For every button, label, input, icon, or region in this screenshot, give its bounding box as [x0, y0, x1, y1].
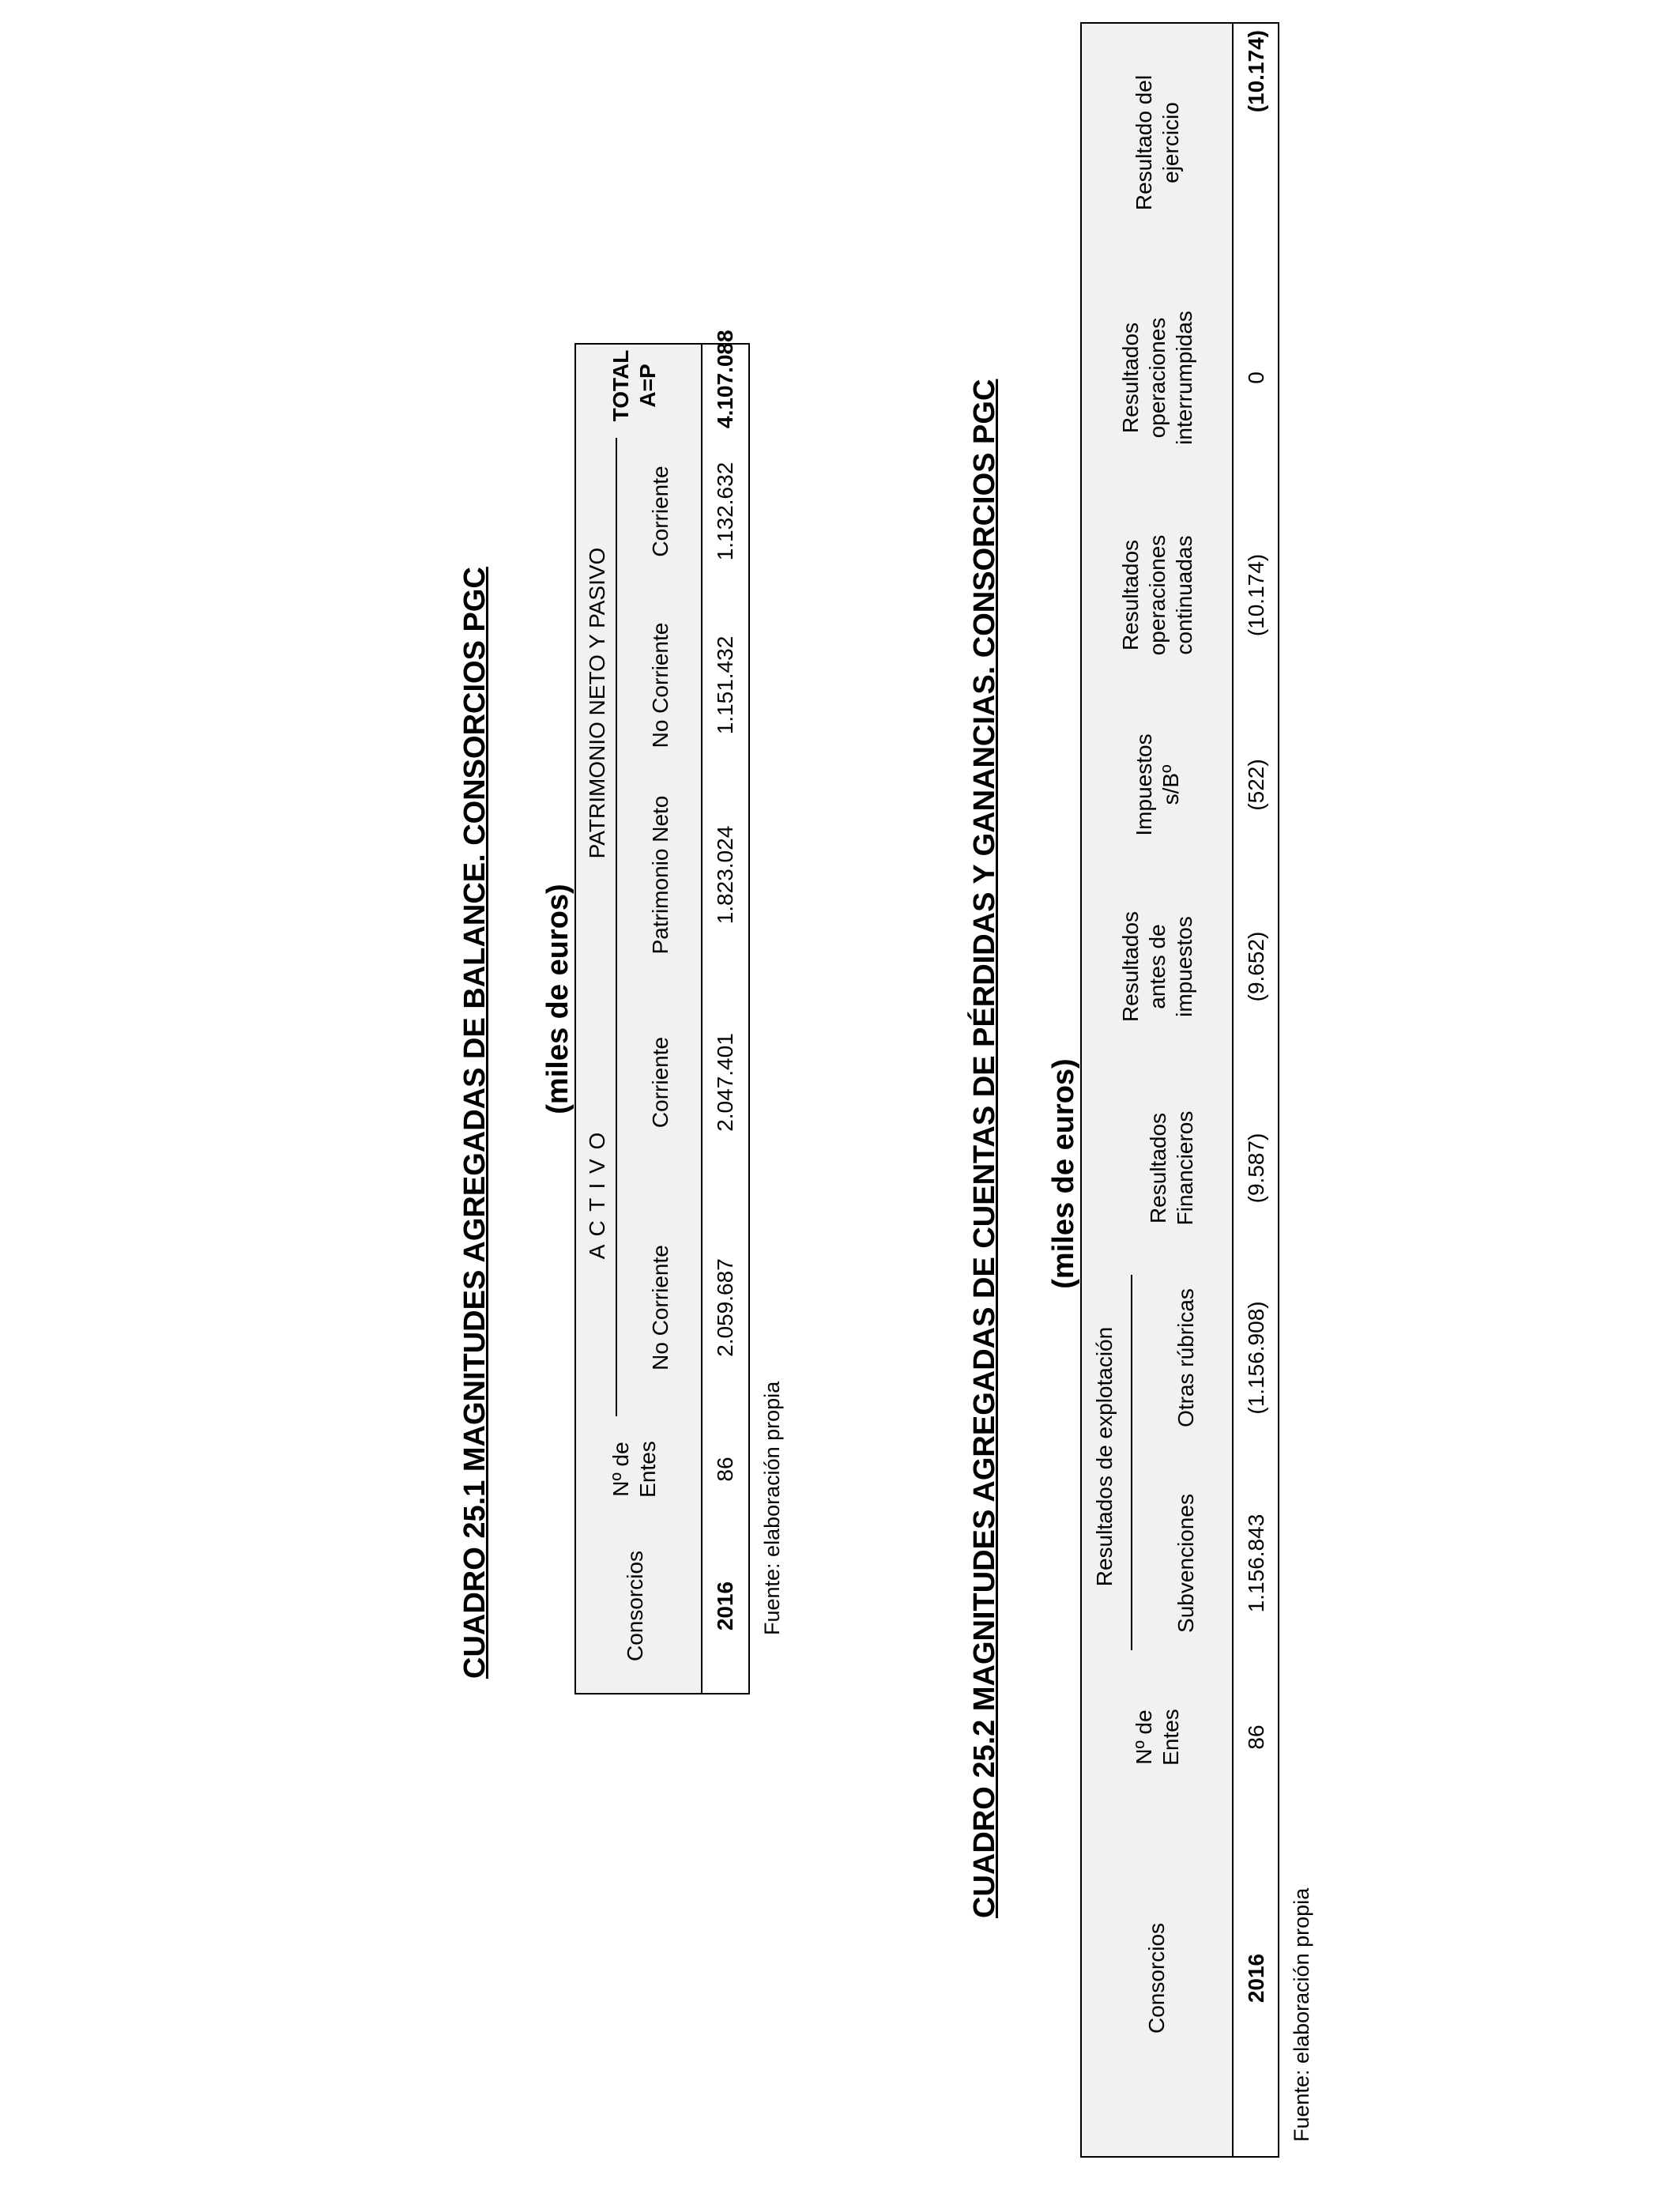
- table2-header-explotacion: Resultados de explotación: [1092, 1326, 1117, 1587]
- table1-source: Fuente: elaboración propia: [760, 1381, 784, 1635]
- table1-block: [458, 288, 814, 1710]
- table1-cell-patrimonio-neto: 1.823.024: [713, 825, 737, 925]
- table1-header-total: TOTAL A=P: [608, 349, 660, 422]
- table1-header-activo: A C T I V O: [585, 1130, 609, 1260]
- table2-header-n-entes: Nº de Entes: [1132, 1709, 1183, 1766]
- table2-header-resultado-ejercicio: Resultado del ejercicio: [1132, 74, 1183, 211]
- table2-block: [968, 30, 1339, 2173]
- table2-header-op-interrumpidas: Resultados operaciones interrumpidas: [1118, 311, 1196, 445]
- table1-row-divider: [701, 345, 703, 1693]
- table2-cell-antes-impuestos: (9.652): [1244, 931, 1268, 1002]
- table1-units: (miles de euros): [541, 884, 574, 1114]
- table2-cell-subvenciones: 1.156.843: [1244, 1514, 1268, 1613]
- table1-header-pnp: PATRIMONIO NETO Y PASIVO: [585, 547, 609, 859]
- table1-header-patrimonio-neto: Patrimonio Neto: [648, 795, 672, 955]
- table1-header-activo-no-corriente: No Corriente: [648, 1245, 672, 1370]
- table1-pnp-underline: [616, 438, 617, 967]
- table2-cell-financieros: (9.587): [1244, 1133, 1268, 1204]
- table2-title: CUADRO 25.2 MAGNITUDES AGREGADAS DE CUENTAS DE PÉRDIDAS Y GANANCIAS. CONSORCIOS PGC: [968, 379, 1001, 1918]
- table1-cell-activo-corriente: 2.047.401: [713, 1033, 737, 1132]
- table2-cell-otras-rubricas: (1.156.908): [1244, 1301, 1268, 1415]
- table1-header-consorcios: Consorcios: [623, 1550, 647, 1662]
- table1-header-n-entes: Nº de Entes: [608, 1441, 660, 1498]
- table2-cell-impuestos: (522): [1244, 759, 1268, 811]
- table2-cell-n-entes: 86: [1244, 1725, 1268, 1750]
- table2-header-op-continuadas: Resultados operaciones continuadas: [1118, 534, 1196, 656]
- table2-header-otras-rubricas: Otras rúbricas: [1173, 1288, 1198, 1427]
- table2: [1080, 22, 1279, 2158]
- table1-cell-year: 2016: [713, 1581, 737, 1631]
- table1-cell-pasivo-corriente: 1.132.632: [713, 462, 737, 561]
- table2-cell-op-interrumpidas: 0: [1244, 371, 1268, 384]
- table1-cell-pasivo-no-corriente: 1.151.432: [713, 635, 737, 735]
- table2-source: Fuente: elaboración propia: [1290, 1887, 1313, 2142]
- table1-cell-activo-no-corriente: 2.059.687: [713, 1258, 737, 1357]
- table2-header-impuestos: Impuestos s/Bº: [1132, 733, 1183, 836]
- table2-units: (miles de euros): [1047, 1058, 1080, 1289]
- table2-cell-op-continuadas: (10.174): [1244, 553, 1268, 637]
- table2-cell-year: 2016: [1244, 1953, 1268, 2004]
- table2-row-divider: [1232, 24, 1234, 2156]
- table2-header-consorcios: Consorcios: [1144, 1922, 1169, 2034]
- table1-header-pasivo-no-corriente: No Corriente: [648, 622, 672, 748]
- table1-activo-underline: [616, 967, 617, 1416]
- table2-header-subvenciones: Subvenciones: [1173, 1494, 1198, 1633]
- table1-header-activo-corriente: Corriente: [648, 1036, 672, 1129]
- table1-cell-n-entes: 86: [713, 1457, 737, 1482]
- table1: [574, 330, 750, 1695]
- table1-title: CUADRO 25.1 MAGNITUDES AGREGADAS DE BALANCE. CONSORCIOS PGC: [458, 567, 492, 1679]
- table2-cell-resultado-ejercicio: (10.174): [1244, 30, 1268, 113]
- table2-explotacion-underline: [1131, 1275, 1132, 1650]
- table2-header-antes-impuestos: Resultados antes de impuestos: [1118, 910, 1196, 1023]
- table2-header-financieros: Resultados Financieros: [1146, 1110, 1197, 1226]
- table1-cell-total: 4.107.088: [713, 330, 737, 428]
- table1-header-pasivo-corriente: Corriente: [648, 466, 672, 557]
